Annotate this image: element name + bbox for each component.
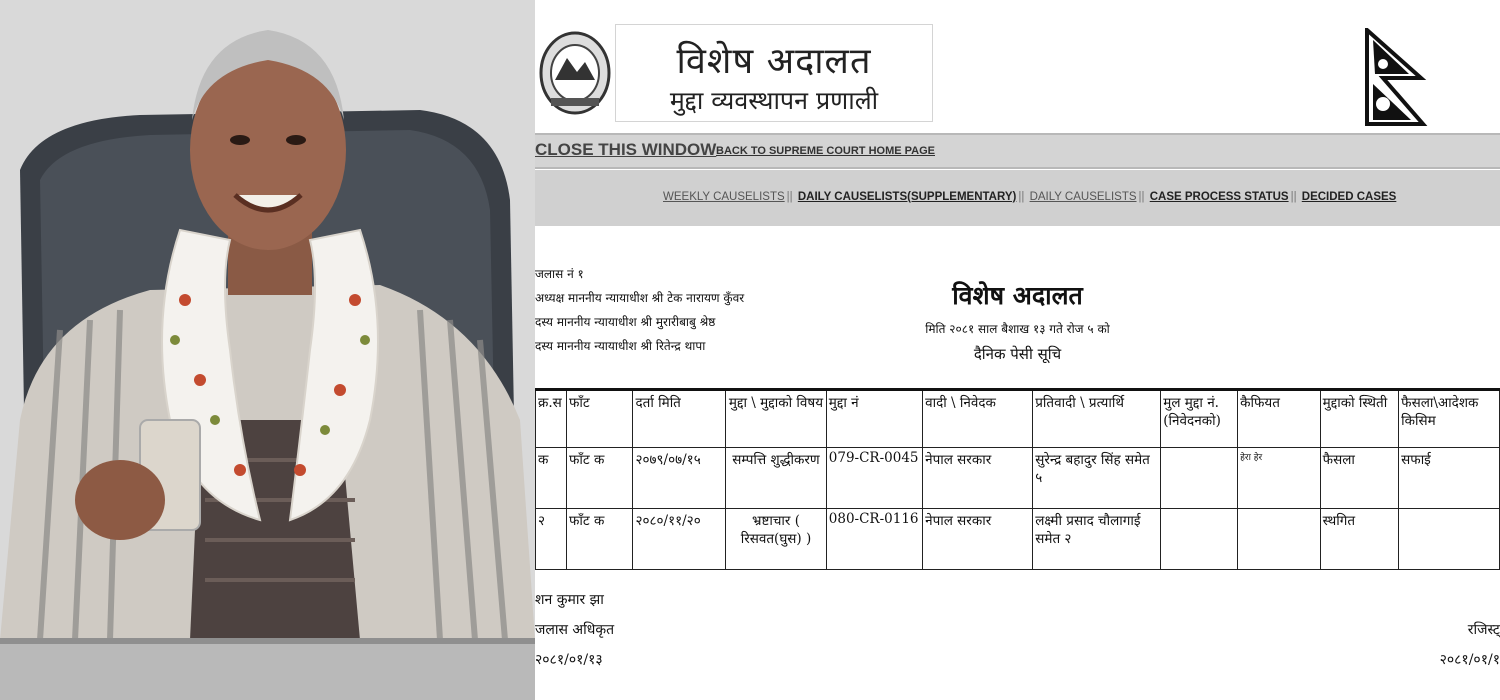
cell-status: फैसला — [1320, 448, 1399, 509]
cell-original-case — [1161, 509, 1238, 570]
cell-subject: भ्रष्टाचार ( रिसवत(घुस) ) — [726, 509, 827, 570]
causelist-table — [535, 388, 1500, 570]
officer-title: जलास अधिकृत — [535, 622, 615, 638]
cell-date: २०७९/०७/१५ — [633, 448, 726, 509]
nepal-emblem-icon — [537, 28, 613, 118]
cell-faat: फाँट क — [566, 509, 633, 570]
weekly-causelists-link[interactable]: WEEKLY CAUSELISTS — [663, 191, 785, 203]
bench-judge-1: अध्यक्ष माननीय न्यायाधीश श्री टेक नारायण कुँवर — [535, 291, 745, 305]
col-defendant: प्रतिवादी \ प्रत्यार्थि — [1033, 390, 1161, 448]
table-row — [536, 509, 1500, 570]
cell-remark — [1238, 509, 1321, 570]
bench-judge-2: दस्य माननीय न्यायाधीश श्री मुरारीबाबु श्रेष्ठ — [535, 315, 716, 329]
nepal-flag-icon — [1363, 28, 1429, 126]
cell-date: २०८०/११/२० — [633, 509, 726, 570]
top-nav-bar — [535, 133, 1500, 169]
daily-causelists-link[interactable]: DAILY CAUSELISTS — [1029, 191, 1137, 203]
cell-case-no: 079-CR-0045 — [826, 448, 922, 509]
site-title: विशेष अदालत — [676, 41, 872, 82]
cell-case-no: 080-CR-0116 — [826, 509, 922, 570]
cell-sn: २ — [536, 509, 567, 570]
cell-status: स्थगित — [1320, 509, 1399, 570]
causelist-type: दैनिक पेसी सूचि — [973, 345, 1062, 363]
close-window-link[interactable]: CLOSE THIS WINDOW — [535, 140, 717, 159]
col-remark: कैफियत — [1238, 390, 1321, 448]
cell-faat: फाँट क — [566, 448, 633, 509]
cell-remark: हेरा हेर — [1238, 448, 1321, 509]
registrar-date: २०८१/०१/१ — [1439, 652, 1500, 668]
court-logo-box — [615, 24, 933, 122]
daily-supplementary-link[interactable]: DAILY CAUSELISTS(SUPPLEMENTARY) — [797, 191, 1017, 203]
col-verdict: फैसला\आदेशक किसिम — [1399, 390, 1500, 448]
man-with-garland-photo — [0, 0, 535, 700]
officer-date: २०८१/०१/१३ — [535, 652, 603, 668]
table-row — [536, 448, 1500, 509]
case-process-status-link[interactable]: CASE PROCESS STATUS — [1149, 191, 1289, 203]
col-date: दर्ता मिति — [633, 390, 726, 448]
site-subtitle: मुद्दा व्यवस्थापन प्रणाली — [669, 86, 879, 115]
officer-name: शन कुमार झा — [535, 592, 604, 608]
cell-defendant: सुरेन्द्र बहादुर सिंह समेत ५ — [1033, 448, 1161, 509]
cell-sn: क — [536, 448, 567, 509]
col-plaintiff: वादी \ निवेदक — [923, 390, 1033, 448]
col-subject: मुद्दा \ मुद्दाको विषय — [726, 390, 827, 448]
causelist-date: मिति २०८१ साल बैशाख १३ गते रोज ५ को — [925, 322, 1110, 336]
causelist-nav-bar — [535, 170, 1500, 226]
cell-verdict: सफाई — [1399, 448, 1500, 509]
cell-plaintiff: नेपाल सरकार — [923, 448, 1033, 509]
court-heading: विशेष अदालत — [952, 281, 1083, 310]
photo-illustration — [0, 0, 535, 700]
col-case-no: मुद्दा नं — [826, 390, 922, 448]
ijlas-number: जलास नं १ — [535, 267, 584, 281]
cell-subject: सम्पत्ति शुद्धीकरण — [726, 448, 827, 509]
cell-plaintiff: नेपाल सरकार — [923, 509, 1033, 570]
cell-defendant: लक्ष्मी प्रसाद चौलागाई समेत २ — [1033, 509, 1161, 570]
back-home-link[interactable]: BACK TO SUPREME COURT HOME PAGE — [716, 145, 935, 157]
decided-cases-link[interactable]: DECIDED CASES — [1301, 191, 1397, 203]
col-status: मुद्दाको स्थिती — [1320, 390, 1399, 448]
bench-judge-3: दस्य माननीय न्यायाधीश श्री रितेन्द्र थापा — [535, 339, 706, 353]
col-original-case: मुल मुद्दा नं. (निवेदनको) — [1161, 390, 1238, 448]
col-sn: क्र.स — [536, 390, 567, 448]
col-faat: फाँट — [566, 390, 633, 448]
registrar-title: रजिस्ट् — [1467, 622, 1500, 638]
table-header-row — [536, 390, 1500, 448]
cell-verdict — [1399, 509, 1500, 570]
court-webpage — [535, 0, 1500, 700]
causelist-links: WEEKLY CAUSELISTS || DAILY CAUSELISTS(SUPPLEMENTARY) || DAILY CAUSELISTS || CASE PROCESS STATUS || DECIDED CASES — [663, 191, 1397, 203]
cell-original-case — [1161, 448, 1238, 509]
